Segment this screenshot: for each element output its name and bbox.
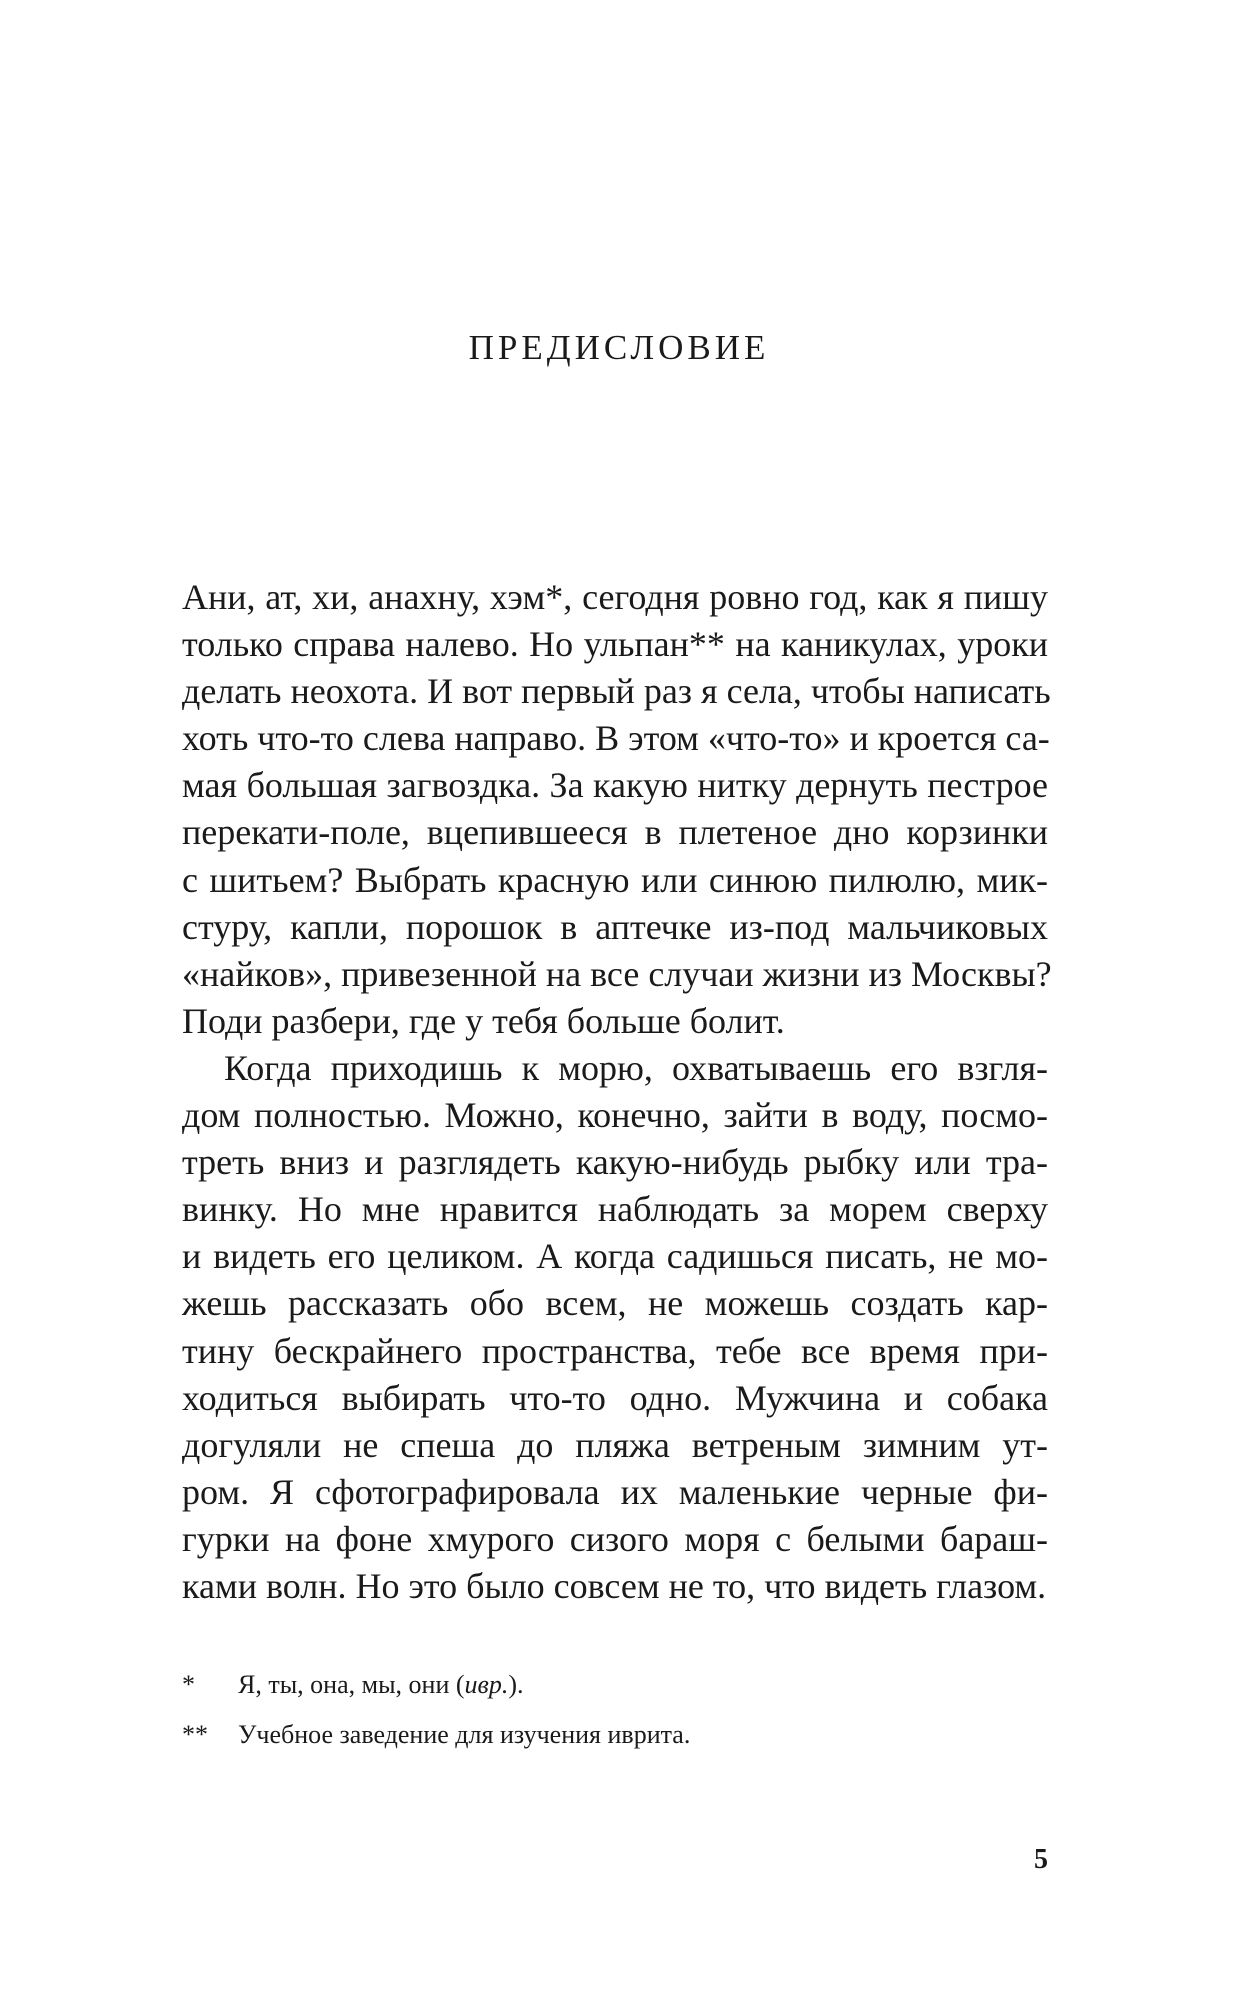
text-line: с шитьем? Выбрать красную или синюю пилюлю, мик-	[182, 859, 1048, 900]
footnote	[182, 1660, 1048, 1710]
footnote-mark: **	[182, 1720, 208, 1749]
page-number: 5	[1034, 1844, 1048, 1875]
text-line: Ани, ат, хи, анахну, хэм*, сегодня ровно год, как я пишу	[182, 577, 1048, 617]
footnote-text-italic: ивр.	[464, 1670, 509, 1699]
text-line: винку. Но мне нравится наблюдать за морем сверху	[182, 1189, 1048, 1230]
text-line: стуру, капли, порошок в аптечке из-под мальчиковых	[182, 906, 1048, 947]
chapter-title: ПРЕДИСЛОВИЕ	[468, 328, 770, 367]
text-line: делать неохота. И вот первый раз я села, чтобы написать	[182, 671, 1051, 712]
footnote-text-before: Я, ты, она, мы, они (	[238, 1670, 465, 1699]
footnote	[182, 1710, 1048, 1760]
text-line: гурки на фоне хмурого сизого моря с белыми бараш-	[182, 1518, 1048, 1559]
body-text	[182, 574, 1052, 1610]
text-line: только справа налево. Но ульпан** на каникулах, уроки	[182, 624, 1048, 665]
text-line: хоть что-то слева направо. В этом «что-то» и кроется са-	[182, 718, 1050, 759]
text-line: и видеть его целиком. А когда садишься писать, не мо-	[182, 1236, 1048, 1277]
text-line: дом полностью. Можно, конечно, зайти в воду, посмо-	[182, 1095, 1048, 1136]
text-line: тину бескрайнего пространства, тебе все время при-	[182, 1330, 1048, 1371]
text-line: ходиться выбирать что-то одно. Мужчина и собака	[182, 1377, 1048, 1418]
text-line: догуляли не спеша до пляжа ветреным зимним ут-	[182, 1424, 1048, 1465]
text-line: ром. Я сфотографировала их маленькие черные фи-	[182, 1471, 1048, 1512]
text-line: Поди разбери, где у тебя больше болит.	[182, 1000, 785, 1041]
footnote-text	[238, 1660, 524, 1710]
text-line: жешь рассказать обо всем, не можешь создать кар-	[182, 1283, 1048, 1324]
footnotes	[182, 1660, 1048, 1760]
footnote-mark: *	[182, 1670, 195, 1699]
text-line: ками волн. Но это было совсем не то, что видеть глазом.	[182, 1565, 1047, 1606]
footnote-text: Учебное заведение для изучения иврита.	[238, 1720, 691, 1749]
text-line: перекати-поле, вцепившееся в плетеное дно корзинки	[182, 812, 1048, 853]
footnote-text-after: ).	[508, 1670, 524, 1699]
text-line: треть вниз и разглядеть какую-нибудь рыбку или тра-	[182, 1142, 1048, 1183]
text-line: мая большая загвоздка. За какую нитку дернуть пестрое	[182, 765, 1048, 806]
text-line: «найков», привезенной на все случаи жизни из Москвы?	[182, 953, 1052, 994]
text-line: Когда приходишь к морю, охватываешь его взгля-	[224, 1047, 1048, 1088]
